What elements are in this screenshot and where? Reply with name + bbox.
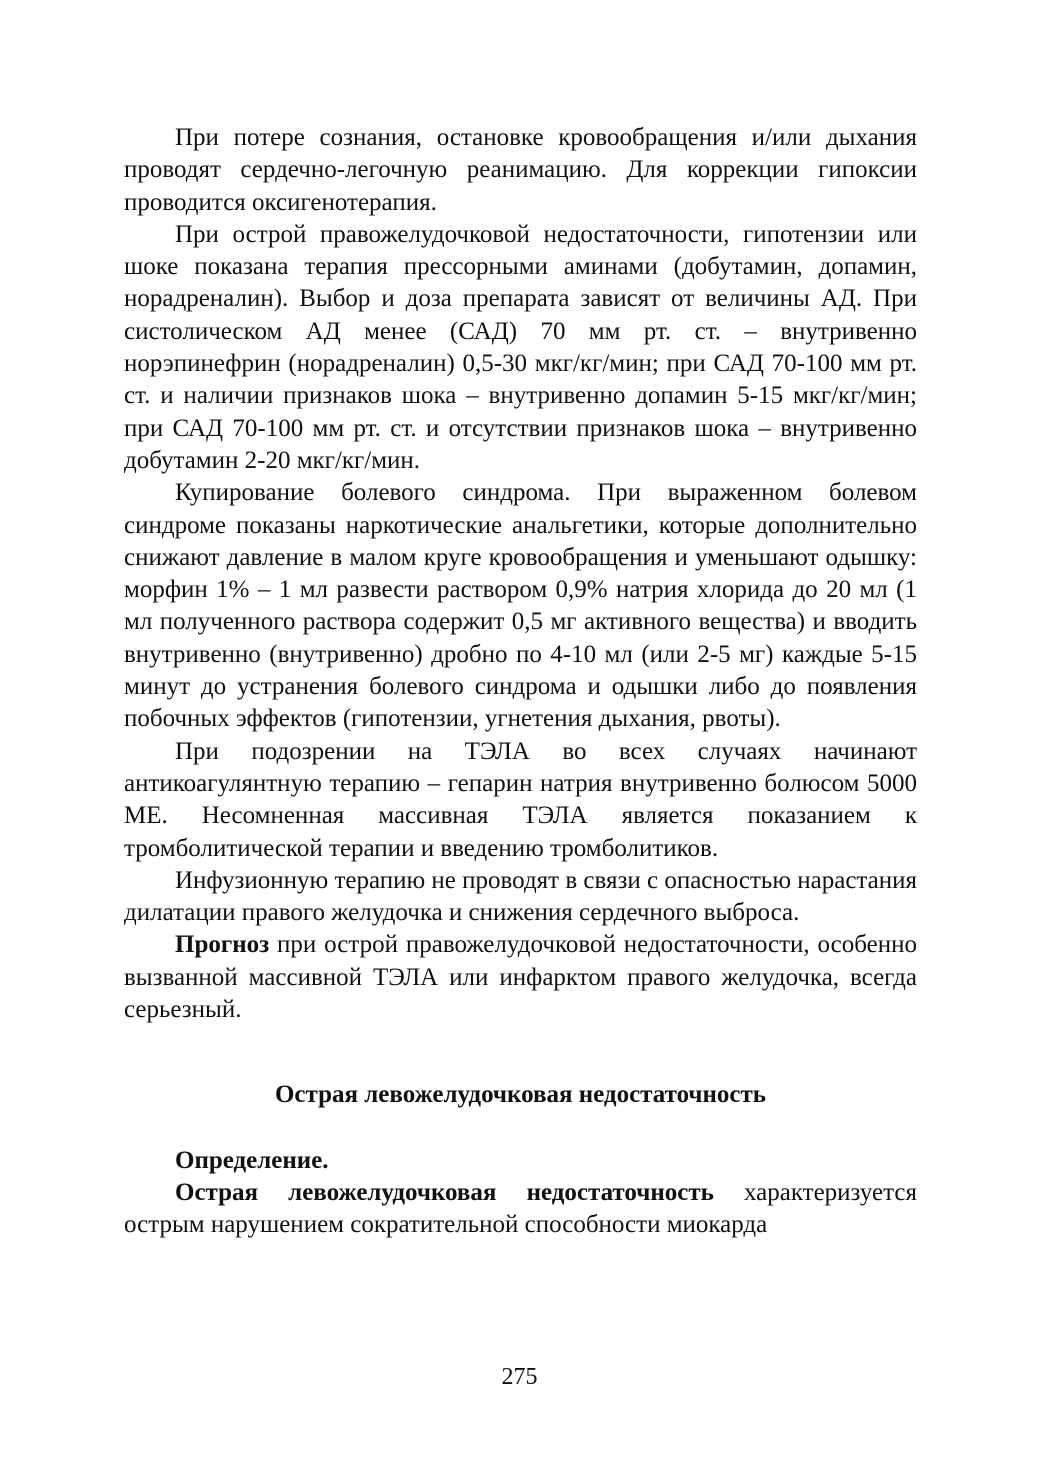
paragraph-prognosis bbox=[124, 929, 917, 1026]
paragraph-resuscitation: При потере сознания, остановке кровообращения и/или дыхания проводят сердечно-легочную реанимацию. Для коррекции гипоксии проводится оксигенотерапия. bbox=[124, 124, 917, 216]
paragraph-anticoagulation: При подозрении на ТЭЛА во всех случаях начинают антикоагулянтную терапию – гепарин натрия внутривенно болюсом 5000 МЕ. Несомненная массивная ТЭЛА является показанием к тромболитической терапии и введению тромболитиков. bbox=[124, 737, 917, 862]
definition-label: Определение. bbox=[175, 1146, 329, 1174]
prognosis-text: при острой правожелудочковой недостаточности, особенно вызванной массивной ТЭЛА или инфарктом правого желудочка, всегда серьезный. bbox=[124, 931, 917, 1024]
prognosis-term: Прогноз bbox=[175, 931, 270, 959]
section-heading: Острая левожелудочковая недостаточность bbox=[274, 1081, 767, 1109]
page-number: 275 bbox=[501, 1364, 538, 1390]
definition-text: характеризуется острым нарушением сократительной способности миокарда bbox=[124, 1178, 917, 1239]
paragraph-pain-relief: Купирование болевого синдрома. При выраженном болевом синдроме показаны наркотические анальгетики, которые дополнительно снижают давление в малом круге кровообращения и уменьшают одышку: морфин 1% – 1 мл развести раствором 0,9% натрия хлорида до 20 мл (1 мл полученного раствора содержит 0,5 мг активного вещества) и вводить внутривенно (внутривенно) дробно по 4-10 мл (или 2-5 мг) каждые 5-15 минут до устранения болевого синдрома и одышки либо до появления побочных эффектов (гипотензии, угнетения дыхания, рвоты). bbox=[124, 479, 917, 733]
section-spacer bbox=[124, 1026, 917, 1079]
paragraph-infusion: Инфузионную терапию не проводят в связи с опасностью нарастания дилатации правого желудочка и снижения сердечного выброса. bbox=[124, 866, 917, 927]
paragraph-pressor-therapy: При острой правожелудочковой недостаточности, гипотензии или шоке показана терапия прессорными аминами (добутамин, допамин, норадреналин). Выбор и доза препарата зависят от величины АД. При систолическом АД менее (САД) 70 мм рт. ст. – внутривенно норэпинефрин (норадреналин) 0,5-30 мкг/кг/мин; при САД 70-100 мм рт. ст. и наличии признаков шока – внутривенно допамин 5-15 мкг/кг/мин; при САД 70-100 мм рт. ст. и отсутствии признаков шока – внутривенно добутамин 2-20 мкг/кг/мин. bbox=[124, 220, 917, 474]
definition-term: Острая левожелудочковая недостаточность bbox=[175, 1178, 714, 1206]
heading-spacer bbox=[124, 1112, 917, 1145]
paragraph-definition bbox=[124, 1177, 917, 1242]
